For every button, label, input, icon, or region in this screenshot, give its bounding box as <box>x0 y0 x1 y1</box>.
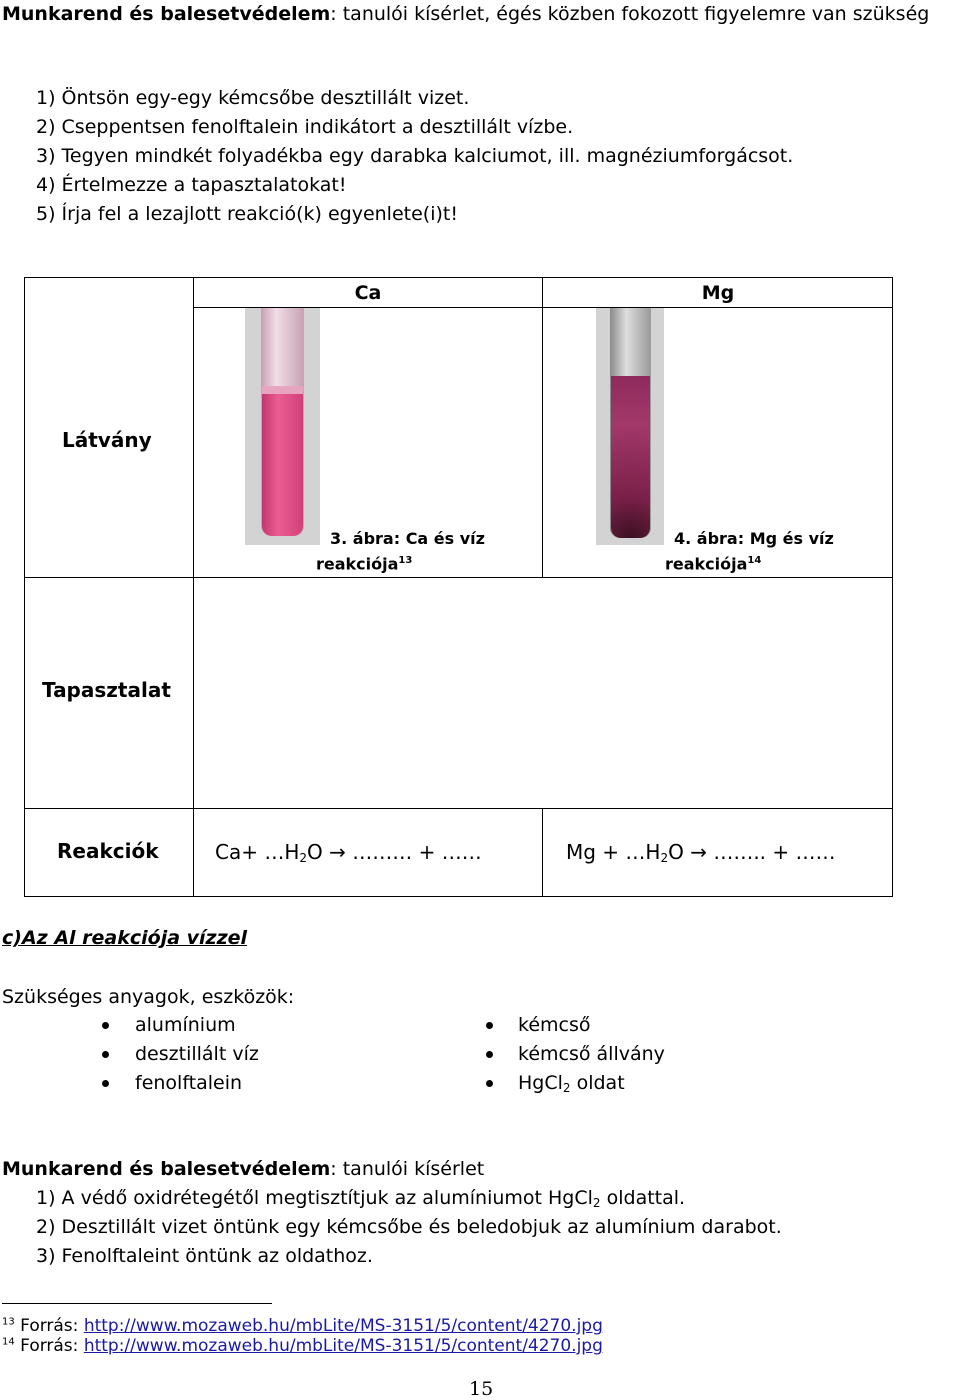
mg-water-photo <box>596 308 664 545</box>
eq-mg-sub: 2 <box>660 851 669 865</box>
footnote-14 <box>2 1336 603 1356</box>
figure-caption-ca-2 <box>316 550 412 575</box>
ca-water-photo <box>245 308 320 545</box>
step-item: 3) Fenolftaleint öntünk az oldathoz. <box>36 1245 373 1267</box>
column-header-mg: Mg <box>701 282 735 304</box>
caption-ca-line1: 3. ábra: Ca és víz <box>330 529 485 548</box>
safety-heading-1: Munkarend és balesetvédelem <box>2 3 331 25</box>
row-label-view: Látvány <box>62 428 152 452</box>
eq-mg-part: O → …….. + …… <box>668 840 836 864</box>
footnote-link[interactable]: http://www.mozaweb.hu/mbLite/MS-3151/5/content/4270.jpg <box>83 1336 603 1356</box>
safety-paragraph-2 <box>2 1158 484 1181</box>
step-item <box>36 1187 685 1210</box>
section-c-title: c)Az Al reakciója vízzel <box>2 927 248 949</box>
eq-ca-sub: 2 <box>299 851 308 865</box>
bullet-icon <box>486 1080 493 1087</box>
mg-liquid <box>611 376 650 538</box>
footnote-ref-13: 13 <box>398 555 413 566</box>
table-border <box>24 277 893 897</box>
column-header-ca: Ca <box>354 282 382 304</box>
footnote-number: 14 <box>2 1336 15 1348</box>
table-divider <box>24 577 893 578</box>
footnote-separator <box>2 1303 272 1304</box>
materials-heading: Szükséges anyagok, eszközök: <box>2 986 295 1008</box>
eq-ca-part: Ca+ …H <box>215 840 300 864</box>
list-item: kémcső <box>518 1014 591 1036</box>
caption-ca-line2: reakciója <box>316 554 399 574</box>
eq-mg-part: Mg + …H <box>566 840 661 864</box>
list-item-hgcl <box>518 1072 625 1095</box>
footnote-link[interactable]: http://www.mozaweb.hu/mbLite/MS-3151/5/content/4270.jpg <box>83 1316 603 1336</box>
table-divider <box>193 277 194 897</box>
figure-caption-ca <box>330 528 485 550</box>
list-item: desztillált víz <box>135 1043 259 1065</box>
footnote-13 <box>2 1316 603 1336</box>
bullet-icon <box>102 1080 109 1087</box>
bullet-icon <box>102 1022 109 1029</box>
ca-liquid-surface <box>262 386 303 394</box>
footnote-ref-14: 14 <box>747 555 762 566</box>
step-item: 2) Desztillált vizet öntünk egy kémcsőbe és beledobjuk az alumínium darabot. <box>36 1216 782 1238</box>
equation-ca <box>215 840 482 864</box>
hgcl-part: HgCl <box>518 1072 563 1094</box>
bullet-icon <box>102 1051 109 1058</box>
footnote-label: Forrás: <box>20 1316 84 1336</box>
list-item: fenolftalein <box>135 1072 243 1094</box>
step1-part: oldattal. <box>600 1187 686 1209</box>
list-item: alumínium <box>135 1014 236 1036</box>
row-label-observation: Tapasztalat <box>42 678 171 702</box>
step1-part: 1) A védő oxidrétegétől megtisztítjuk az alumíniumot HgCl <box>36 1187 593 1209</box>
table-divider <box>542 277 543 577</box>
ca-liquid <box>262 392 303 536</box>
figure-caption-mg <box>674 528 834 550</box>
hgcl-part: oldat <box>570 1072 625 1094</box>
step-item: 1) Öntsön egy-egy kémcsőbe desztillált vizet. <box>36 87 470 109</box>
table-divider <box>24 808 893 809</box>
row-label-reactions: Reakciók <box>57 839 159 863</box>
caption-mg-line2: reakciója <box>665 554 748 574</box>
step1-sub: 2 <box>592 1196 601 1210</box>
step-item: 5) Írja fel a lezajlott reakció(k) egyenlete(i)t! <box>36 203 458 225</box>
figure-caption-mg-2 <box>665 550 761 575</box>
bullet-icon <box>486 1022 493 1029</box>
footnote-label: Forrás: <box>20 1336 84 1356</box>
page-number: 15 <box>469 1378 494 1400</box>
list-item: kémcső állvány <box>518 1043 665 1065</box>
step-item: 3) Tegyen mindkét folyadékba egy darabka kalciumot, ill. magnéziumforgácsot. <box>36 145 794 167</box>
equation-mg <box>566 840 836 864</box>
safety-text-2: : tanulói kísérlet <box>330 1158 485 1180</box>
footnote-number: 13 <box>2 1316 15 1328</box>
step-item: 2) Cseppentsen fenolftalein indikátort a desztillált vízbe. <box>36 116 574 138</box>
table-divider <box>542 808 543 897</box>
bullet-icon <box>486 1051 493 1058</box>
hgcl-sub: 2 <box>562 1081 571 1095</box>
eq-ca-part: O → ……… + …… <box>307 840 482 864</box>
safety-heading-2: Munkarend és balesetvédelem <box>2 1158 331 1180</box>
safety-paragraph-1 <box>2 0 960 28</box>
caption-mg-line1: 4. ábra: Mg és víz <box>674 529 834 548</box>
step-item: 4) Értelmezze a tapasztalatokat! <box>36 174 347 196</box>
safety-text-1: : tanulói kísérlet, égés közben fokozott figyelemre van szükség <box>330 3 930 25</box>
